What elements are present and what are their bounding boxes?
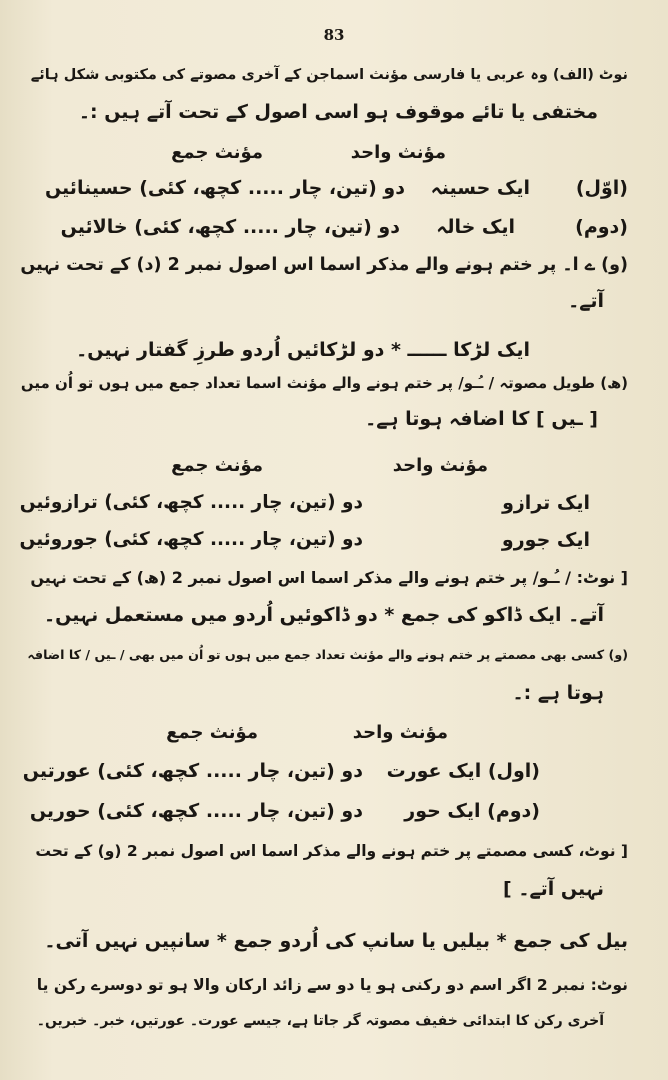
note-h-line-2: آتے۔ ایک ڈاکو کی جمع * دو ڈاکوئیں اُردو میں مستعمل نہیں۔ [44, 604, 604, 626]
row-3-singular: ایک ترازو [502, 492, 590, 514]
rule-h-line-2: [ ـیں ] کا اضافہ ہوتا ہے۔ [365, 408, 598, 430]
example-bail: بیل کی جمع * بیلیں یا سانپ کی اُردو جمع * سانپیں نہیں آتی۔ [44, 930, 628, 952]
note-a-line-1: نوٹ (الف) وہ عربی یا فارسی مؤنث اسماجن کے آخری مصوتے کی مکتوبی شکل ہائے [30, 67, 628, 83]
note-w-line-2: نہیں آتے۔ ] [503, 878, 604, 900]
header-singular-3: مؤنث واحد [352, 722, 448, 743]
note-2-line-1: نوٹ: نمبر 2 اگر اسم دو رکنی ہو یا دو سے زائد ارکان والا ہو تو دوسرے رکن یا [36, 976, 628, 994]
header-plural: مؤنث جمع [171, 142, 263, 163]
rule-d-line-1: (و) ے ا۔ پر ختم ہونے والے مذکر اسما اس اصول نمبر 2 (د) کے تحت نہیں [20, 255, 628, 275]
row-4-plural: دو (تین، چار ..... کچھ، کئی) جوروئیں [19, 529, 363, 550]
row-2-plural: دو (تین، چار ..... کچھ، کئی) خالائیں [60, 216, 400, 238]
rule-w-line-1: (و) کسی بھی مصمتے پر ختم ہونے والے مؤنث تعداد جمع میں ہوں تو اُن میں بھی / ـیں / کا اضافہ [27, 647, 628, 662]
row-5-plural: دو (تین، چار ..... کچھ، کئی) عورتیں [22, 760, 363, 782]
header-singular-2: مؤنث واحد [392, 455, 488, 476]
header-plural-3: مؤنث جمع [166, 722, 258, 743]
row-4-singular: ایک جورو [501, 529, 590, 551]
rule-h-line-1: (ھ) طویل مصوتہ / ـُـو/ پر ختم ہونے والے مؤنث اسما تعداد جمع میں ہوں تو اُن میں [20, 374, 628, 392]
row-label-2: (دوم) [575, 216, 628, 238]
header-plural-2: مؤنث جمع [171, 455, 263, 476]
note-w-line-1: [ نوٹ، کسی مصمتے پر ختم ہونے والے مذکر اسما اس اصول نمبر 2 (و) کے تحت [35, 842, 628, 860]
example-ladka: ایک لڑکا ــــــ * دو لڑکائیں اُردو طرزِ گفتار نہیں۔ [76, 339, 530, 361]
row-1-plural: دو (تین، چار ..... کچھ، کئی) حسینائیں [44, 177, 405, 199]
note-2-line-2: آخری رکن کا ابتدائی خفیف مصوتہ گر جاتا ہے، جیسے عورت۔ عورتیں، خبر۔ خبریں۔ [36, 1013, 604, 1029]
row-2-singular: ایک خالہ [436, 216, 515, 238]
row-5-singular: (اول) ایک عورت [386, 760, 540, 782]
row-6-singular: (دوم) ایک حور [404, 800, 540, 822]
row-1-singular: ایک حسینہ [430, 177, 530, 199]
note-h-line-1: [ نوٹ: / ـُـو/ پر ختم ہونے والے مذکر اسما اس اصول نمبر 2 (ھ) کے تحت نہیں [30, 568, 628, 587]
rule-w-line-2: ہوتا ہے :۔ [512, 682, 604, 704]
note-a-line-2: مختفی یا تائے موقوف ہو اسی اصول کے تحت آتے ہیں :۔ [78, 101, 598, 123]
row-6-plural: دو (تین، چار ..... کچھ، کئی) حوریں [29, 800, 363, 822]
row-label-1: (اوّل) [575, 177, 628, 199]
rule-d-line-2: آتے۔ [568, 290, 604, 312]
page-number: 83 [323, 26, 345, 44]
header-singular: مؤنث واحد [350, 142, 446, 163]
row-3-plural: دو (تین، چار ..... کچھ، کئی) ترازوئیں [19, 492, 363, 513]
